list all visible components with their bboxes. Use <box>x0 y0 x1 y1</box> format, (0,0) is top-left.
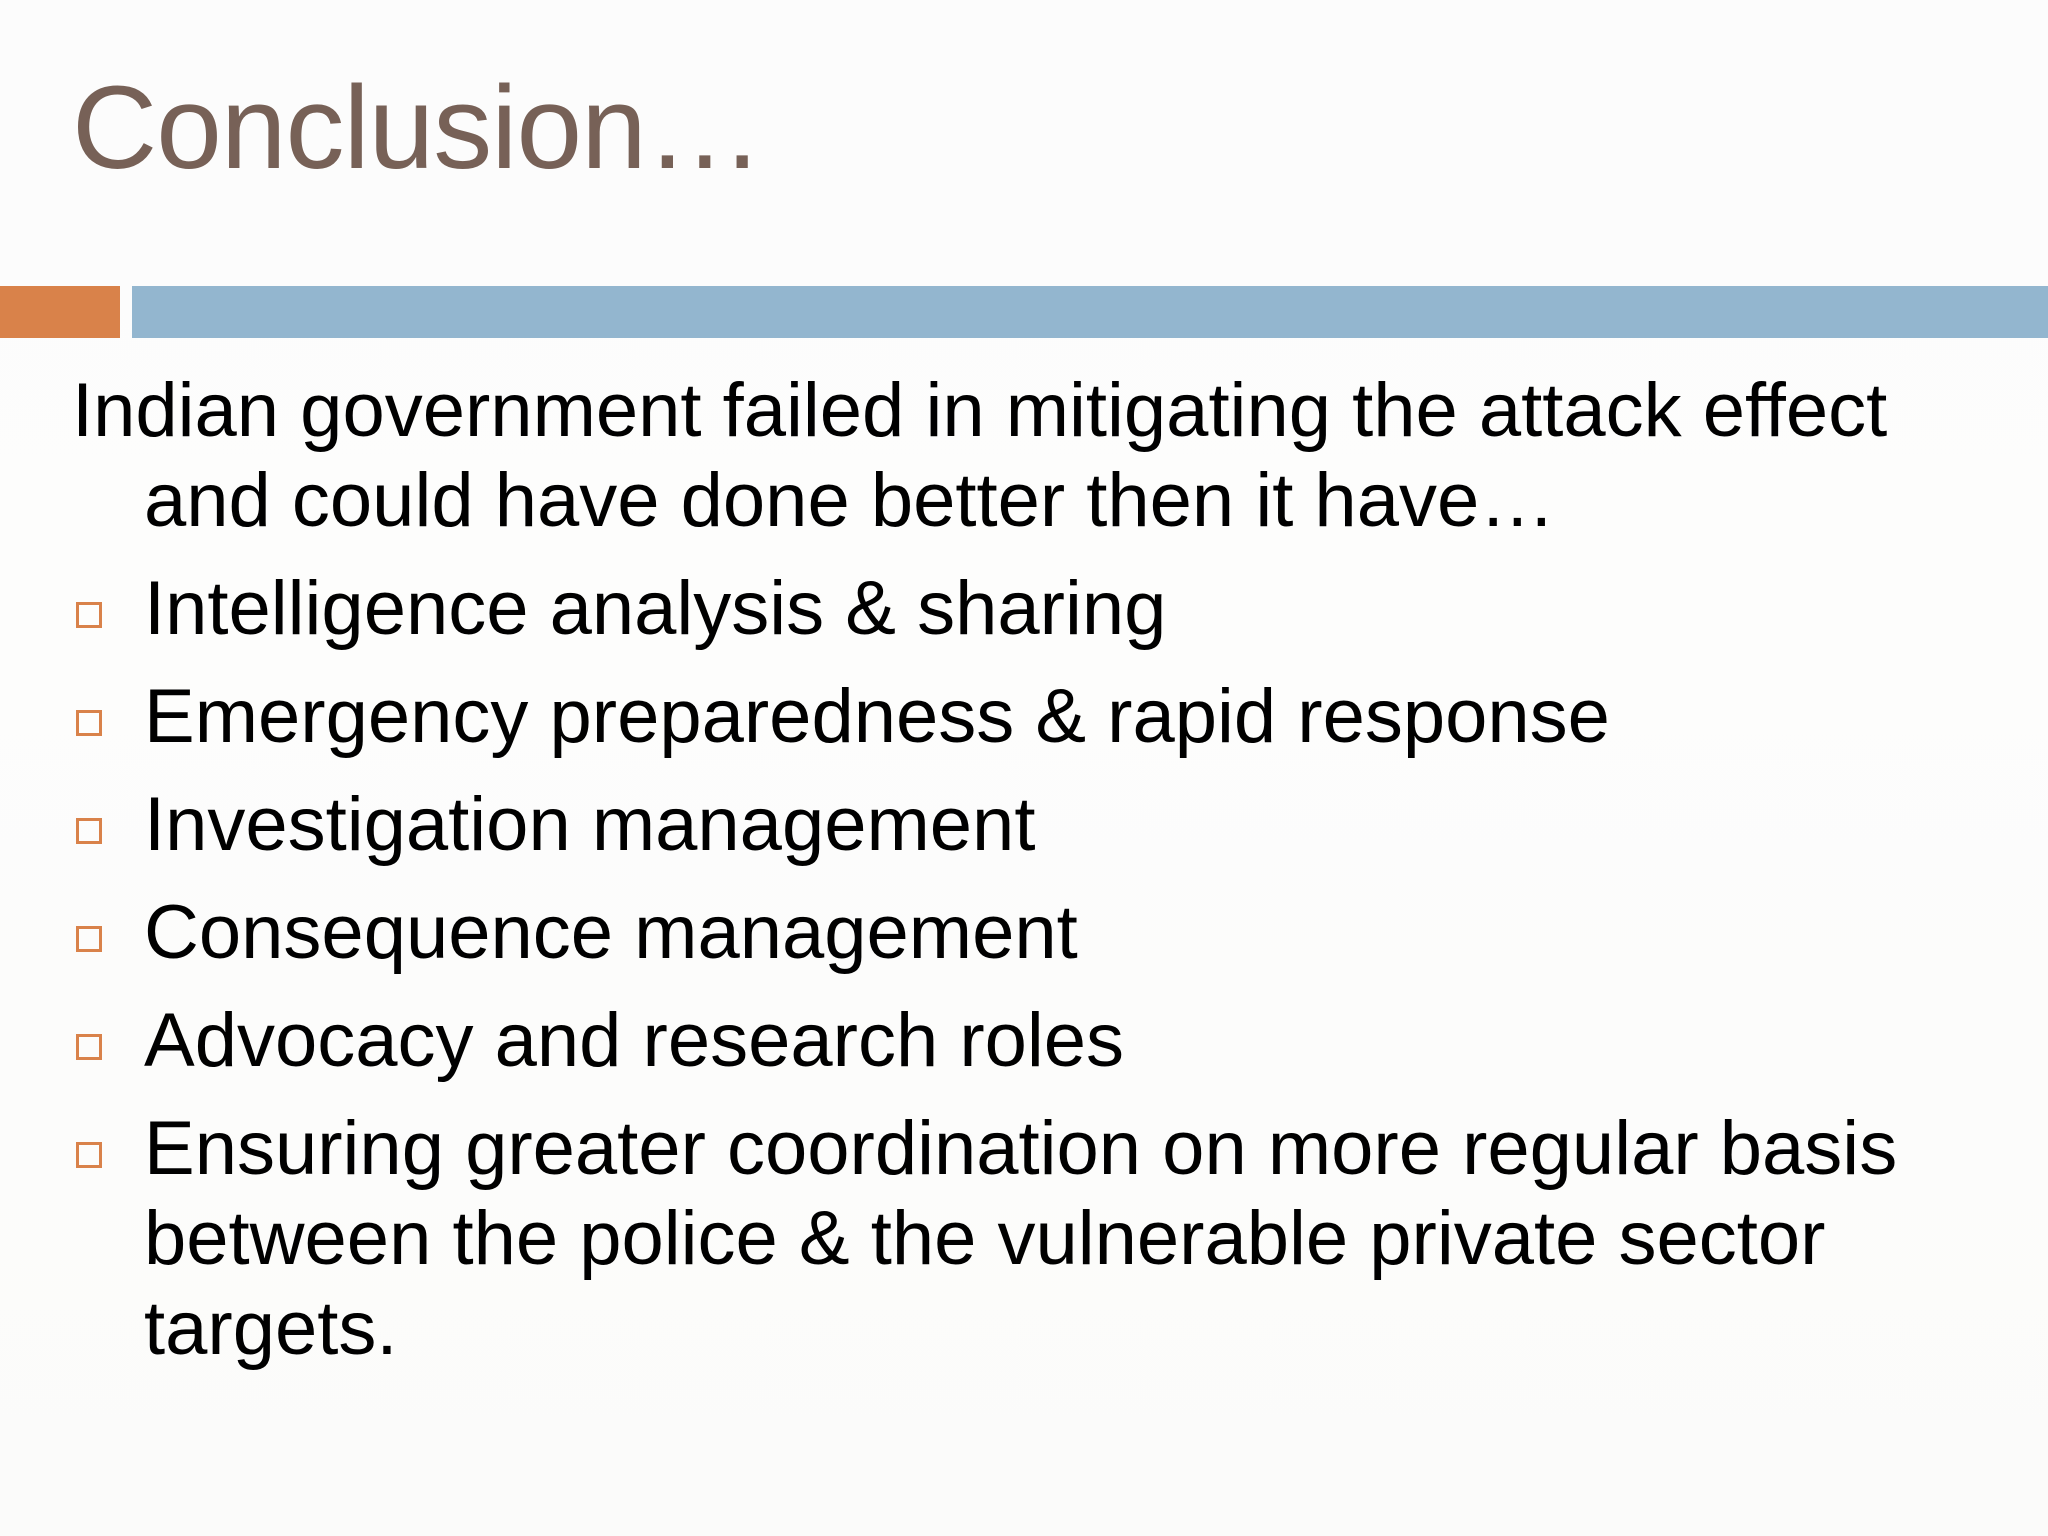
bullet-item <box>72 996 1972 1086</box>
bullet-item <box>72 1104 1972 1374</box>
slide-body <box>72 366 1972 1392</box>
bullet-item <box>72 672 1972 762</box>
bullet-text: Advocacy and research roles <box>144 998 1125 1083</box>
hollow-square-icon <box>76 1142 102 1168</box>
hollow-square-icon <box>76 926 102 952</box>
bullet-text: Intelligence analysis & sharing <box>144 566 1167 651</box>
bullet-text: Investigation management <box>144 782 1036 867</box>
accent-bar-blue <box>132 286 2048 338</box>
slide-title: Conclusion… <box>72 62 763 194</box>
accent-bar-orange <box>0 286 120 338</box>
bullet-item <box>72 564 1972 654</box>
bullet-text: Consequence management <box>144 890 1078 975</box>
bullet-item <box>72 888 1972 978</box>
bullet-text: Ensuring greater coordination on more regular basis between the police & the vulnerable private sector targets. <box>144 1106 1898 1371</box>
bullet-list <box>72 564 1972 1374</box>
hollow-square-icon <box>76 818 102 844</box>
hollow-square-icon <box>76 1034 102 1060</box>
intro-paragraph: Indian government failed in mitigating the attack effect and could have done better then it have… <box>72 368 1888 543</box>
bullet-item <box>72 780 1972 870</box>
hollow-square-icon <box>76 710 102 736</box>
bullet-text: Emergency preparedness & rapid response <box>144 674 1610 759</box>
hollow-square-icon <box>76 602 102 628</box>
